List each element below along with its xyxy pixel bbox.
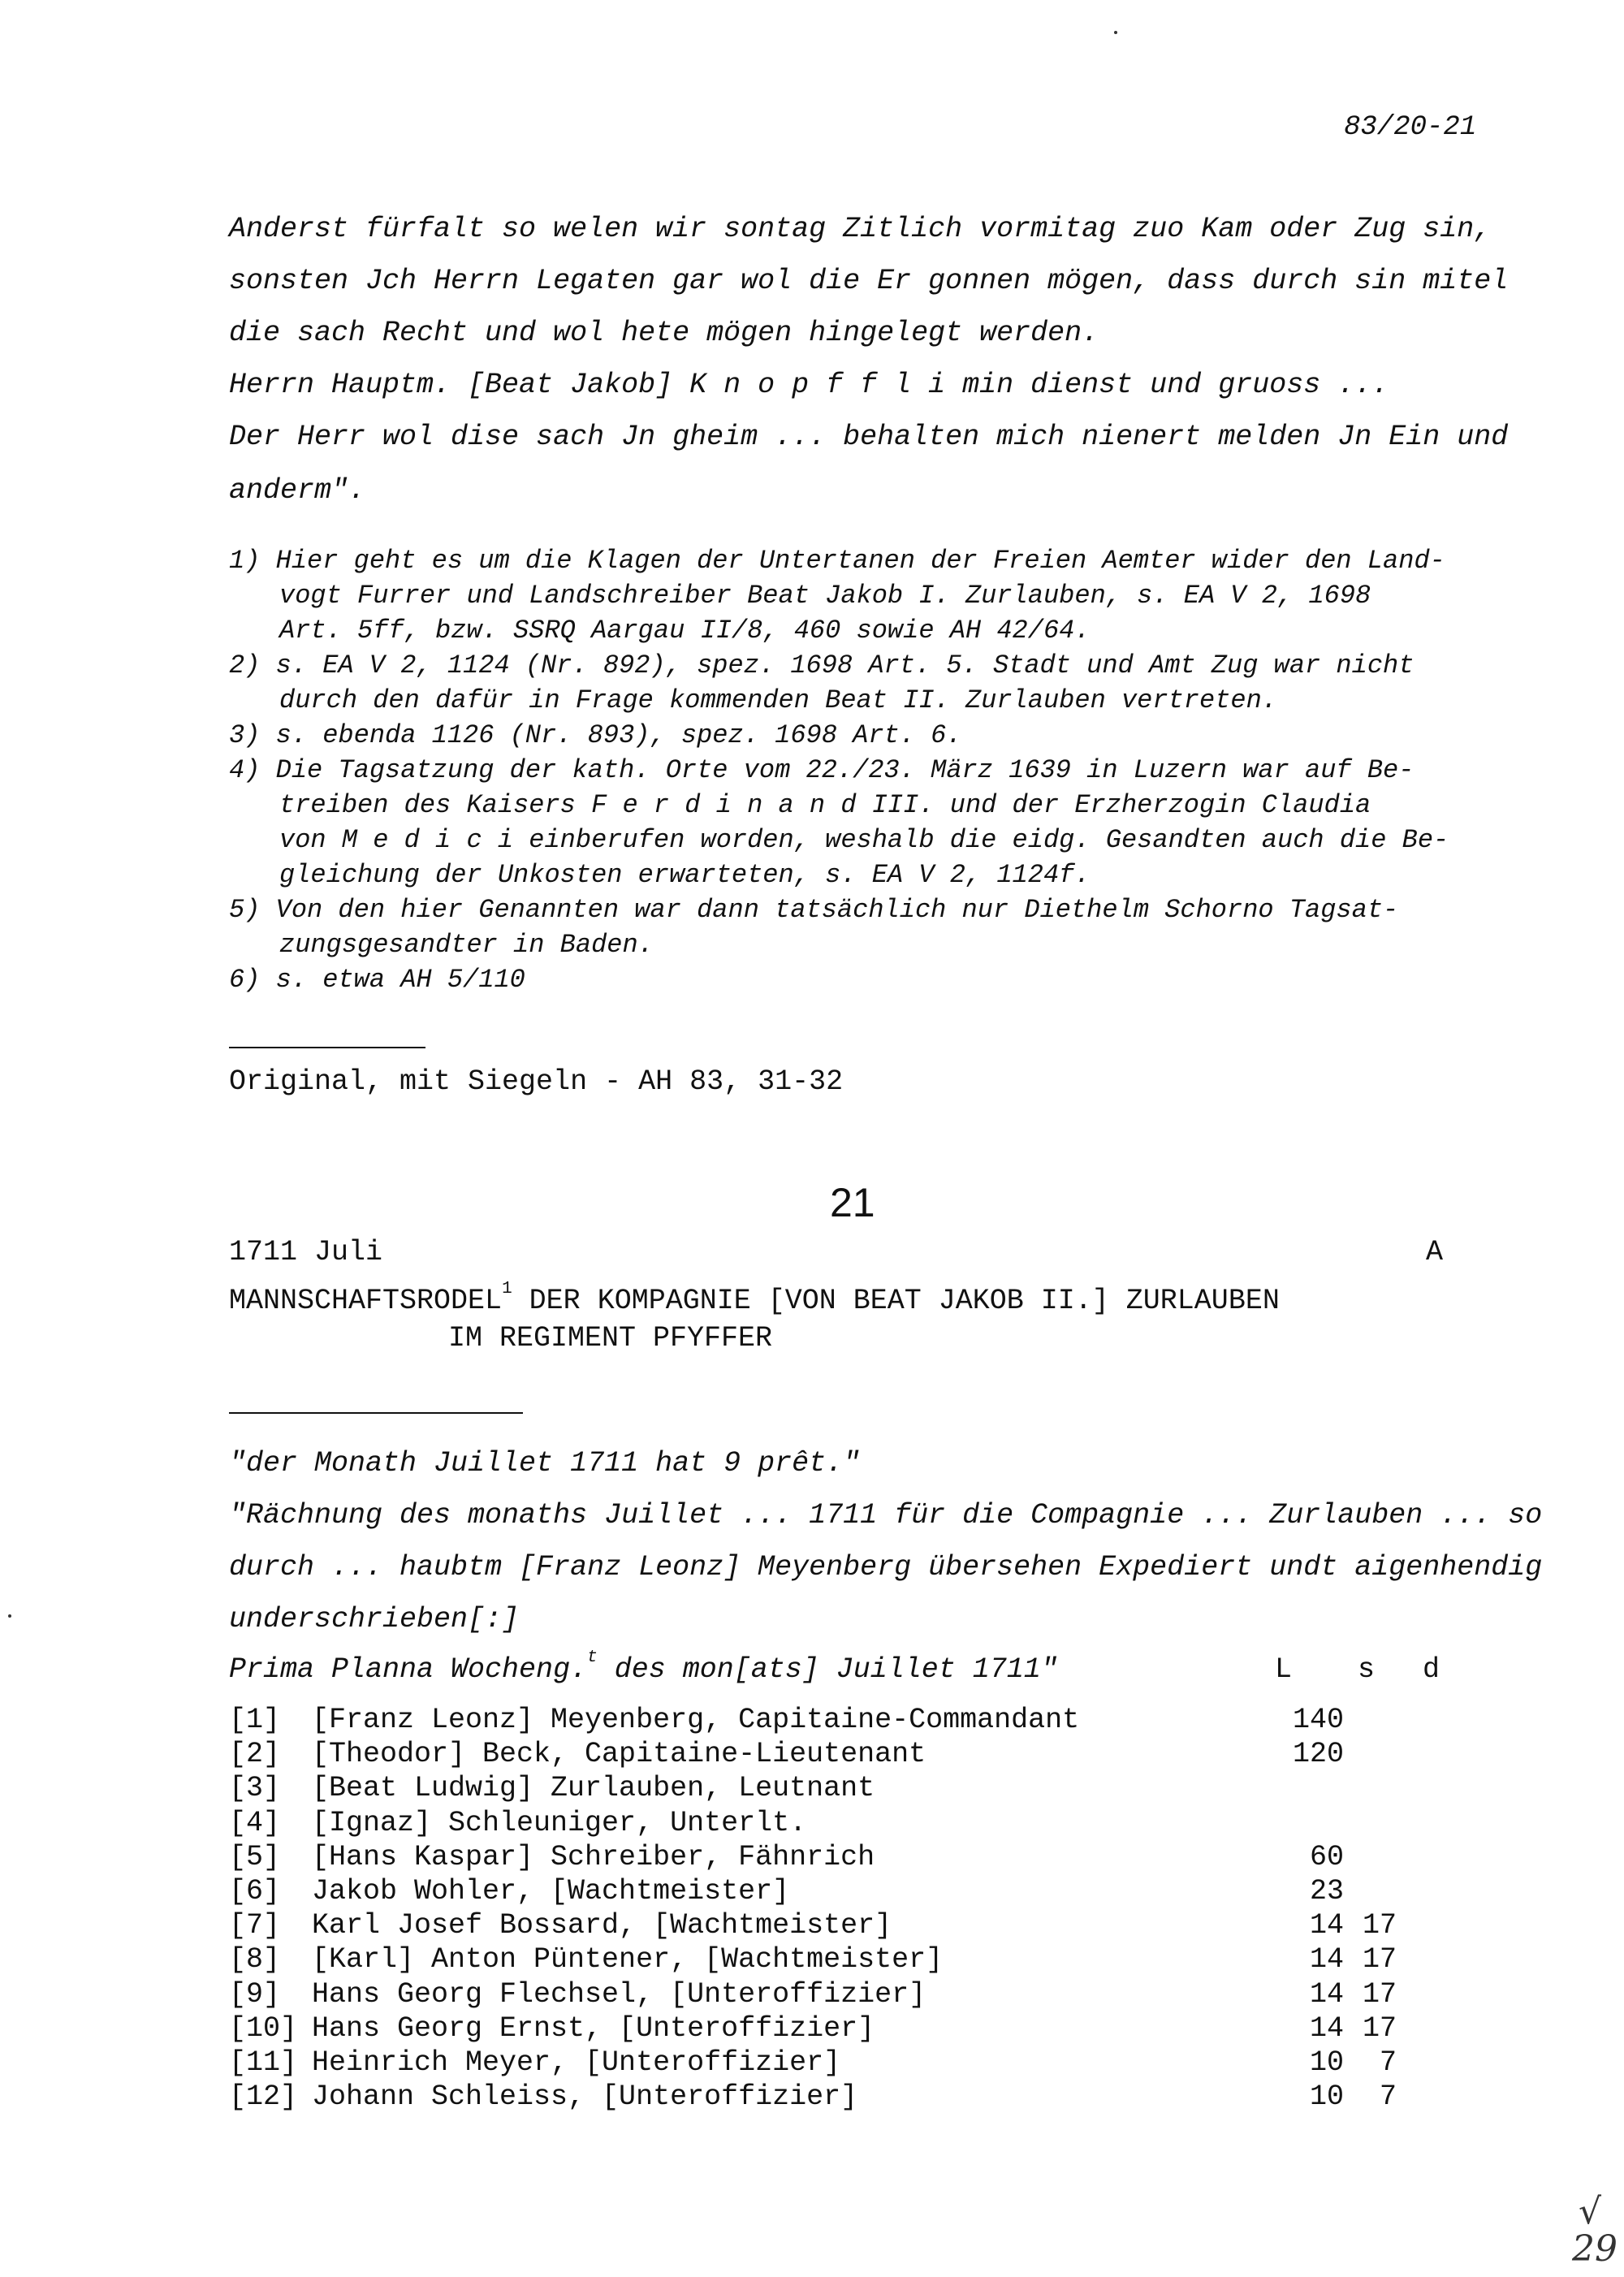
row-name: [Karl] Anton Püntener, [Wachtmeister] bbox=[312, 1943, 944, 1976]
row-pounds: 14 bbox=[1309, 1943, 1344, 1976]
row-index: [1] bbox=[229, 1704, 281, 1736]
table-row bbox=[229, 2080, 857, 2113]
row-pounds: 14 bbox=[1309, 2012, 1344, 2045]
table-row bbox=[229, 1807, 806, 1839]
footnote-ref: 1 bbox=[502, 1280, 512, 1299]
divider bbox=[229, 1047, 425, 1048]
row-pounds: 60 bbox=[1309, 1841, 1344, 1873]
row-index: [7] bbox=[229, 1909, 281, 1942]
divider bbox=[229, 1412, 523, 1414]
document-number: 21 bbox=[830, 1180, 875, 1225]
row-index: [8] bbox=[229, 1943, 281, 1976]
footnote-line: zungsgesandter in Baden. bbox=[279, 930, 654, 960]
letter-line: Anderst fürfalt so welen wir sontag Zitlich vormitag zuo Kam oder Zug sin, bbox=[229, 213, 1492, 245]
page-reference: 83/20-21 bbox=[1344, 112, 1477, 143]
row-pounds: 10 bbox=[1309, 2080, 1344, 2113]
table-row bbox=[229, 1875, 789, 1908]
row-index: [6] bbox=[229, 1875, 281, 1908]
row-index: [12] bbox=[229, 2080, 298, 2113]
row-name: [Beat Ludwig] Zurlauben, Leutnant bbox=[312, 1772, 875, 1804]
table-row bbox=[229, 2012, 875, 2045]
row-index: [11] bbox=[229, 2046, 298, 2079]
quote-line: "der Monath Juillet 1711 hat 9 prêt." bbox=[229, 1447, 861, 1480]
handwritten-page-number: 29 bbox=[1572, 2228, 1618, 2270]
footnote-line: 6) s. etwa AH 5/110 bbox=[229, 965, 525, 995]
speck bbox=[1114, 31, 1117, 34]
table-row bbox=[229, 1943, 943, 1976]
footnote-line: 3) s. ebenda 1126 (Nr. 893), spez. 1698 Art. 6. bbox=[229, 720, 962, 750]
table-header-label: Prima Planna Wocheng.$^t$ des mon[ats] Juillet 1711" bbox=[229, 1648, 1058, 1686]
quote-line: "Rächnung des monaths Juillet ... 1711 für die Compagnie ... Zurlauben ... so bbox=[229, 1499, 1543, 1532]
row-pounds: 10 bbox=[1309, 2046, 1344, 2079]
footnote-line: treiben des Kaisers F e r d i n a n d III. und der Erzherzogin Claudia bbox=[279, 790, 1371, 820]
row-name: Johann Schleiss, [Unteroffizier] bbox=[312, 2080, 858, 2113]
row-index: [9] bbox=[229, 1978, 281, 2011]
table-row bbox=[229, 1704, 1079, 1736]
row-shillings: 17 bbox=[1362, 1978, 1397, 2011]
table-row bbox=[229, 1772, 875, 1804]
source-note: Original, mit Siegeln - AH 83, 31-32 bbox=[229, 1065, 844, 1098]
document-marker: A bbox=[1426, 1236, 1444, 1268]
row-index: [3] bbox=[229, 1772, 281, 1804]
footnote-line: 1) Hier geht es um die Klagen der Untertanen der Freien Aemter wider den Land- bbox=[229, 546, 1445, 576]
footnote-line: 5) Von den hier Genannten war dann tatsächlich nur Diethelm Schorno Tagsat- bbox=[229, 895, 1399, 925]
row-index: [4] bbox=[229, 1807, 281, 1839]
row-name: [Hans Kaspar] Schreiber, Fähnrich bbox=[312, 1841, 875, 1873]
row-name: Hans Georg Ernst, [Unteroffizier] bbox=[312, 2012, 875, 2045]
row-index: [2] bbox=[229, 1738, 281, 1770]
footnote-line: gleichung der Unkosten erwarteten, s. EA V 2, 1124f. bbox=[279, 860, 1091, 890]
row-pounds: 120 bbox=[1292, 1738, 1344, 1770]
row-shillings: 17 bbox=[1362, 1943, 1397, 1976]
footnote-line: 2) s. EA V 2, 1124 (Nr. 892), spez. 1698 Art. 5. Stadt und Amt Zug war nicht bbox=[229, 650, 1415, 681]
footnote-line: durch den dafür in Frage kommenden Beat II. Zurlauben vertreten. bbox=[279, 685, 1277, 715]
row-name: [Franz Leonz] Meyenberg, Capitaine-Commandant bbox=[312, 1704, 1080, 1736]
letter-line: sonsten Jch Herrn Legaten gar wol die Er gonnen mögen, dass durch sin mitel bbox=[229, 265, 1509, 297]
row-pounds: 14 bbox=[1309, 1978, 1344, 2011]
row-pounds: 140 bbox=[1292, 1704, 1344, 1736]
column-header-d: d bbox=[1423, 1653, 1440, 1686]
quote-line: underschrieben[:] bbox=[229, 1603, 520, 1635]
table-row bbox=[229, 1841, 875, 1873]
row-index: [10] bbox=[229, 2012, 298, 2045]
quote-line: durch ... haubtm [Franz Leonz] Meyenberg übersehen Expediert undt aigenhendig bbox=[229, 1551, 1543, 1584]
row-pounds: 23 bbox=[1309, 1875, 1344, 1908]
document-date: 1711 Juli bbox=[229, 1236, 383, 1268]
row-shillings: 17 bbox=[1362, 1909, 1397, 1942]
check-mark: √ bbox=[1579, 2191, 1602, 2232]
row-name: Jakob Wohler, [Wachtmeister] bbox=[312, 1875, 790, 1908]
row-name: Karl Josef Bossard, [Wachtmeister] bbox=[312, 1909, 892, 1942]
letter-line: Herrn Hauptm. [Beat Jakob] K n o p f f l i min dienst und gruoss ... bbox=[229, 369, 1389, 401]
column-header-l: L bbox=[1275, 1653, 1293, 1686]
row-name: Heinrich Meyer, [Unteroffizier] bbox=[312, 2046, 841, 2079]
document-heading-line2: IM REGIMENT PFYFFER bbox=[448, 1322, 773, 1355]
table-row bbox=[229, 1909, 892, 1942]
speck bbox=[8, 1614, 11, 1618]
row-index: [5] bbox=[229, 1841, 281, 1873]
row-shillings: 7 bbox=[1379, 2080, 1397, 2113]
column-header-s: s bbox=[1358, 1653, 1376, 1686]
table-row bbox=[229, 1738, 926, 1770]
footnote-line: 4) Die Tagsatzung der kath. Orte vom 22./23. März 1639 in Luzern war auf Be- bbox=[229, 755, 1415, 785]
row-shillings: 17 bbox=[1362, 2012, 1397, 2045]
row-name: [Ignaz] Schleuniger, Unterlt. bbox=[312, 1807, 807, 1839]
letter-line: die sach Recht und wol hete mögen hingelegt werden. bbox=[229, 317, 1099, 349]
footnote-line: von M e d i c i einberufen worden, weshalb die eidg. Gesandten auch die Be- bbox=[279, 825, 1449, 855]
row-pounds: 14 bbox=[1309, 1909, 1344, 1942]
document-heading: MANNSCHAFTSRODEL$^1$ DER KOMPAGNIE [VON BEAT JAKOB II.] ZURLAUBEN bbox=[229, 1280, 1280, 1317]
letter-line: Der Herr wol dise sach Jn gheim ... behalten mich nienert melden Jn Ein und bbox=[229, 421, 1509, 453]
row-shillings: 7 bbox=[1379, 2046, 1397, 2079]
footnote-line: vogt Furrer und Landschreiber Beat Jakob I. Zurlauben, s. EA V 2, 1698 bbox=[279, 581, 1371, 611]
table-row bbox=[229, 2046, 840, 2079]
row-name: Hans Georg Flechsel, [Unteroffizier] bbox=[312, 1978, 926, 2011]
row-name: [Theodor] Beck, Capitaine-Lieutenant bbox=[312, 1738, 926, 1770]
footnote-line: Art. 5ff, bzw. SSRQ Aargau II/8, 460 sowie AH 42/64. bbox=[279, 616, 1091, 646]
table-row bbox=[229, 1978, 926, 2011]
letter-line: anderm". bbox=[229, 474, 366, 507]
